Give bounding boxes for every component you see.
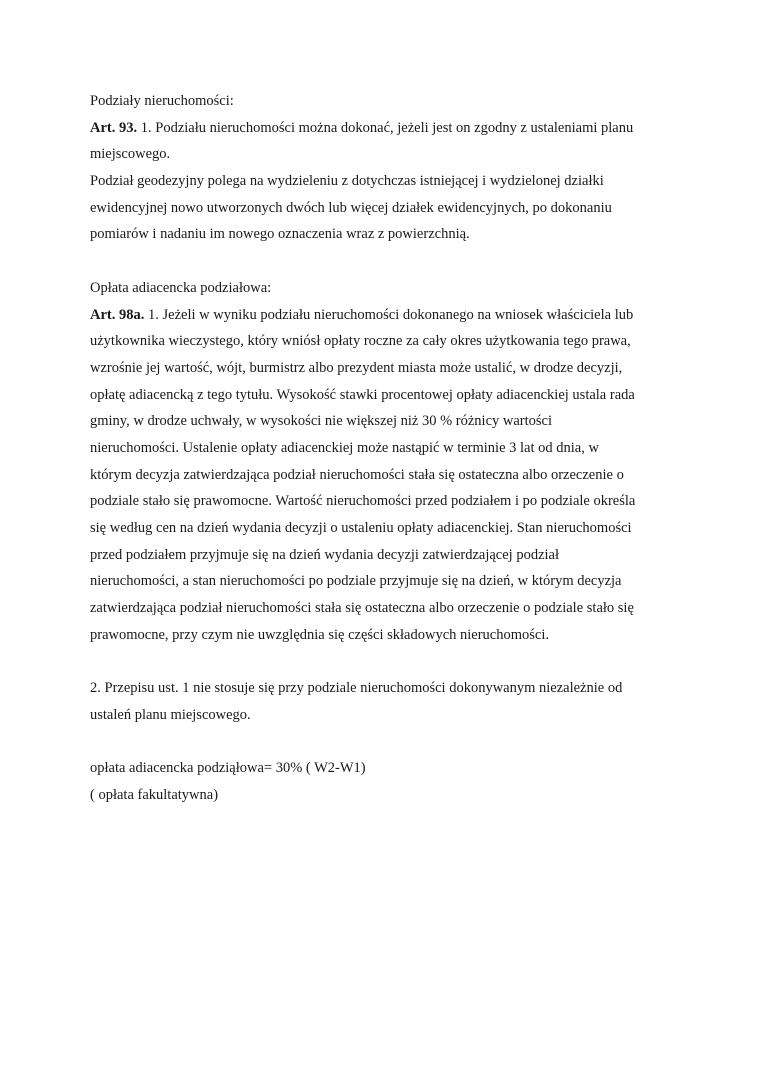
art98a-label: Art. 98a. — [90, 306, 145, 323]
note-line: ( opłata fakultatywna) — [90, 786, 219, 803]
art93-text: 1. Podziału nieruchomości można dokonać, jeżeli jest on zgodny z ustaleniami planu — [137, 119, 634, 136]
formula-line: opłata adiacencka podziąłowa= 30% ( W2-W1) — [90, 760, 366, 777]
art98a-paragraph-line — [90, 302, 680, 329]
geodetic-division-line: pomiarów i nadaniu im nowego oznaczenia wraz z powierzchnią. — [90, 226, 470, 243]
spacer — [90, 648, 680, 675]
art98a-paragraph-line: zatwierdzająca podział nieruchomości stała się ostateczna albo orzeczenie o podziale stało się — [90, 600, 634, 617]
art98a-paragraph-line: którym decyzja zatwierdzająca podział nieruchomości stała się ostateczna albo orzeczenie o — [90, 466, 624, 483]
art93-paragraph-line: miejscowego. — [90, 146, 171, 163]
art93-paragraph-line — [90, 115, 680, 142]
art98a-paragraph-line: opłatę adiacencką z tego tytułu. Wysokość stawki procentowej opłaty adiacenckiej ustala rada — [90, 386, 635, 403]
spacer — [90, 729, 680, 756]
ust2-paragraph-line: ustaleń planu miejscowego. — [90, 706, 251, 723]
art98a-paragraph-line: się według cen na dzień wydania decyzji o ustaleniu opłaty adiacenckiej. Stan nieruchomości — [90, 520, 632, 536]
art98a-paragraph-line: podziale stało się prawomocne. Wartość nieruchomości przed podziałem i po podziale określa — [90, 493, 636, 510]
geodetic-division-line: ewidencyjnej nowo utworzonych dwóch lub więcej działek ewidencyjnych, po dokonaniu — [90, 199, 612, 216]
spacer — [90, 248, 680, 275]
section-heading-oplata: Opłata adiacencka podziałowa: — [90, 279, 272, 296]
art98a-paragraph-line: użytkownika wieczystego, który wniósł opłaty roczne za cały okres użytkowania tego prawa, — [90, 333, 631, 350]
document-page — [90, 88, 680, 809]
art98a-paragraph-line: gminy, w drodze uchwały, w wysokości nie większej niż 30 % różnicy wartości — [90, 413, 552, 430]
ust2-paragraph-line: 2. Przepisu ust. 1 nie stosuje się przy podziale nieruchomości dokonywanym niezależnie od — [90, 680, 623, 697]
art98a-paragraph-line: nieruchomości, a stan nieruchomości po podziale przyjmuje się na dzień, w którym decyzja — [90, 573, 622, 590]
art98a-text: 1. Jeżeli w wyniku podziału nieruchomości dokonanego na wniosek właściciela lub — [144, 306, 634, 323]
art98a-paragraph-line: prawomocne, przy czym nie uwzględnia się części składowych nieruchomości. — [90, 626, 550, 643]
art93-label: Art. 93. — [90, 119, 138, 136]
geodetic-division-line: Podział geodezyjny polega na wydzieleniu z dotychczas istniejącej i wydzielonej działki — [90, 173, 604, 190]
art98a-paragraph-line: przed podziałem przyjmuje się na dzień wydania decyzji zatwierdzającej podział — [90, 546, 560, 563]
art98a-paragraph-line: wzrośnie jej wartość, wójt, burmistrz albo prezydent miasta może ustalić, w drodze decyzji, — [90, 359, 623, 376]
art98a-paragraph-line: nieruchomości. Ustalenie opłaty adiacenckiej może nastąpić w terminie 3 lat od dnia, w — [90, 439, 599, 456]
section-heading-podzialy: Podziały nieruchomości: — [90, 93, 234, 109]
